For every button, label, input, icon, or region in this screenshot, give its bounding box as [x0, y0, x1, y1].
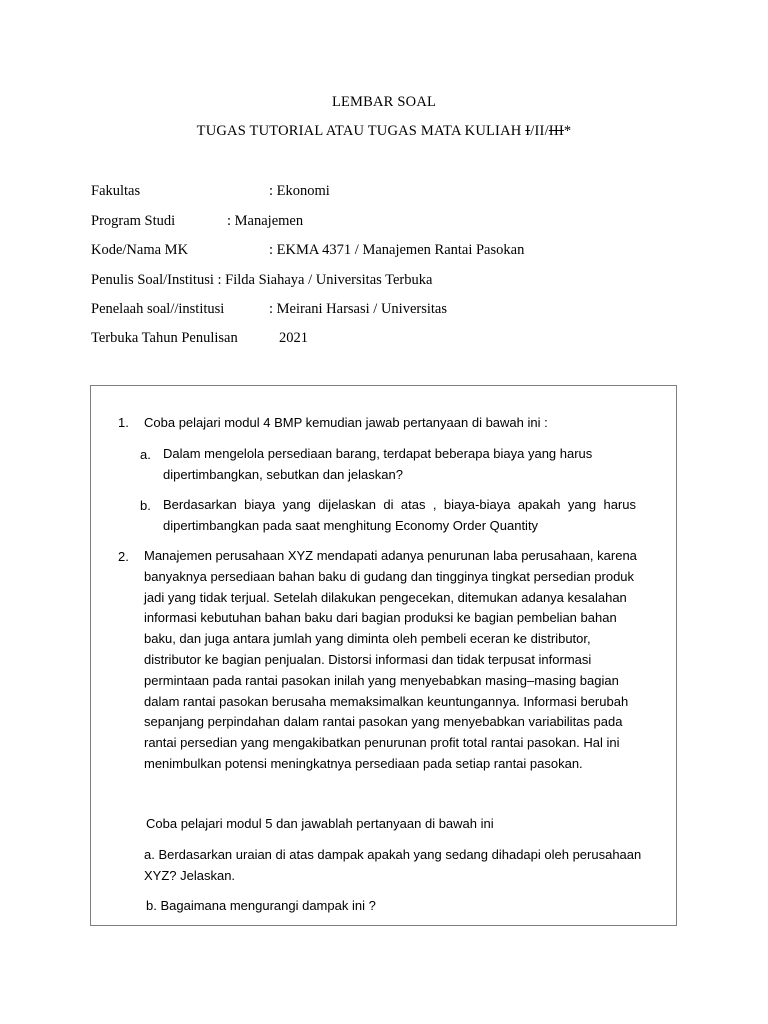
q1b-text: Berdasarkan biaya yang dijelaskan di atas , biaya-biaya apakah yang harus dipertimbangkan pada saat menghitung Economy Order Quantity — [163, 497, 636, 533]
tahun-label: Terbuka Tahun Penulisan — [91, 330, 238, 346]
subtitle-prefix: TUGAS TUTORIAL ATAU TUGAS MATA KULIAH — [196, 123, 526, 139]
fakultas-value: : Ekonomi — [269, 183, 330, 199]
q1-number: 1. — [118, 415, 129, 430]
document-subtitle — [0, 123, 768, 140]
penelaah-value: : Meirani Harsasi / Universitas — [269, 301, 447, 317]
prodi-label: Program Studi — [91, 213, 176, 229]
q1a-label: a. — [140, 447, 151, 462]
q2-number: 2. — [118, 549, 129, 564]
q2b-text: b. Bagaimana mengurangi dampak ini ? — [146, 898, 376, 913]
prodi-value: : Manajemen — [227, 213, 304, 229]
q1a-text: Dalam mengelola persediaan barang, terdapat beberapa biaya yang harus dipertimbangkan, sebutkan dan jelaskan? — [163, 446, 593, 482]
q1b-label: b. — [140, 498, 151, 513]
tahun-value: 2021 — [279, 330, 308, 346]
document-title: LEMBAR SOAL — [331, 94, 437, 110]
q2-intro: Coba pelajari modul 5 dan jawablah pertanyaan di bawah ini — [146, 816, 494, 831]
q1-text: Coba pelajari modul 4 BMP kemudian jawab pertanyaan di bawah ini : — [144, 415, 548, 430]
subtitle-asterisk: * — [563, 123, 572, 139]
kode-mk-label: Kode/Nama MK — [91, 242, 189, 258]
kode-mk-value: : EKMA 4371 / Manajemen Rantai Pasokan — [269, 242, 525, 258]
penelaah-label: Penelaah soal//institusi — [91, 301, 225, 317]
q2a-text: a. Berdasarkan uraian di atas dampak apakah yang sedang dihadapi oleh perusahaan XYZ? Jelaskan. — [144, 847, 642, 883]
fakultas-label: Fakultas — [91, 183, 141, 199]
subtitle-struck-i: I — [525, 123, 531, 139]
subtitle-separator: /II/ — [530, 123, 549, 139]
subtitle-struck-iii: III — [548, 123, 564, 139]
penulis-line: Penulis Soal/Institusi : Filda Siahaya / Universitas Terbuka — [91, 272, 433, 288]
q2-text: Manajemen perusahaan XYZ mendapati adanya penurunan laba perusahaan, karena banyaknya persediaan bahan baku di gudang dan tingginya tingkat persedian produk jadi yang tidak terjual. Setelah dilakukan pengecekan, ditemukan adanya kesalahan informasi kebutuhan bahan baku dari bagian produksi ke bagian pembelian bahan baku, dan juga antara jumlah yang diminta oleh pembeli eceran ke distributor, distributor ke bagian penjualan. Distorsi informasi dan tidak terpusat informasi permintaan pada rantai pasokan inilah yang menyebabkan masing–masing bagian dalam rantai pasokan berusaha memaksimalkan keuntungannya. Informasi berubah sepanjang perpindahan dalam rantai pasokan yang menyebabkan variabilitas pada rantai persedian yang mengakibatkan penurunan profit total rantai pasokan. Hal ini menimbulkan potensi meningkatnya persediaan pada setiap rantai pasokan. — [144, 548, 637, 771]
